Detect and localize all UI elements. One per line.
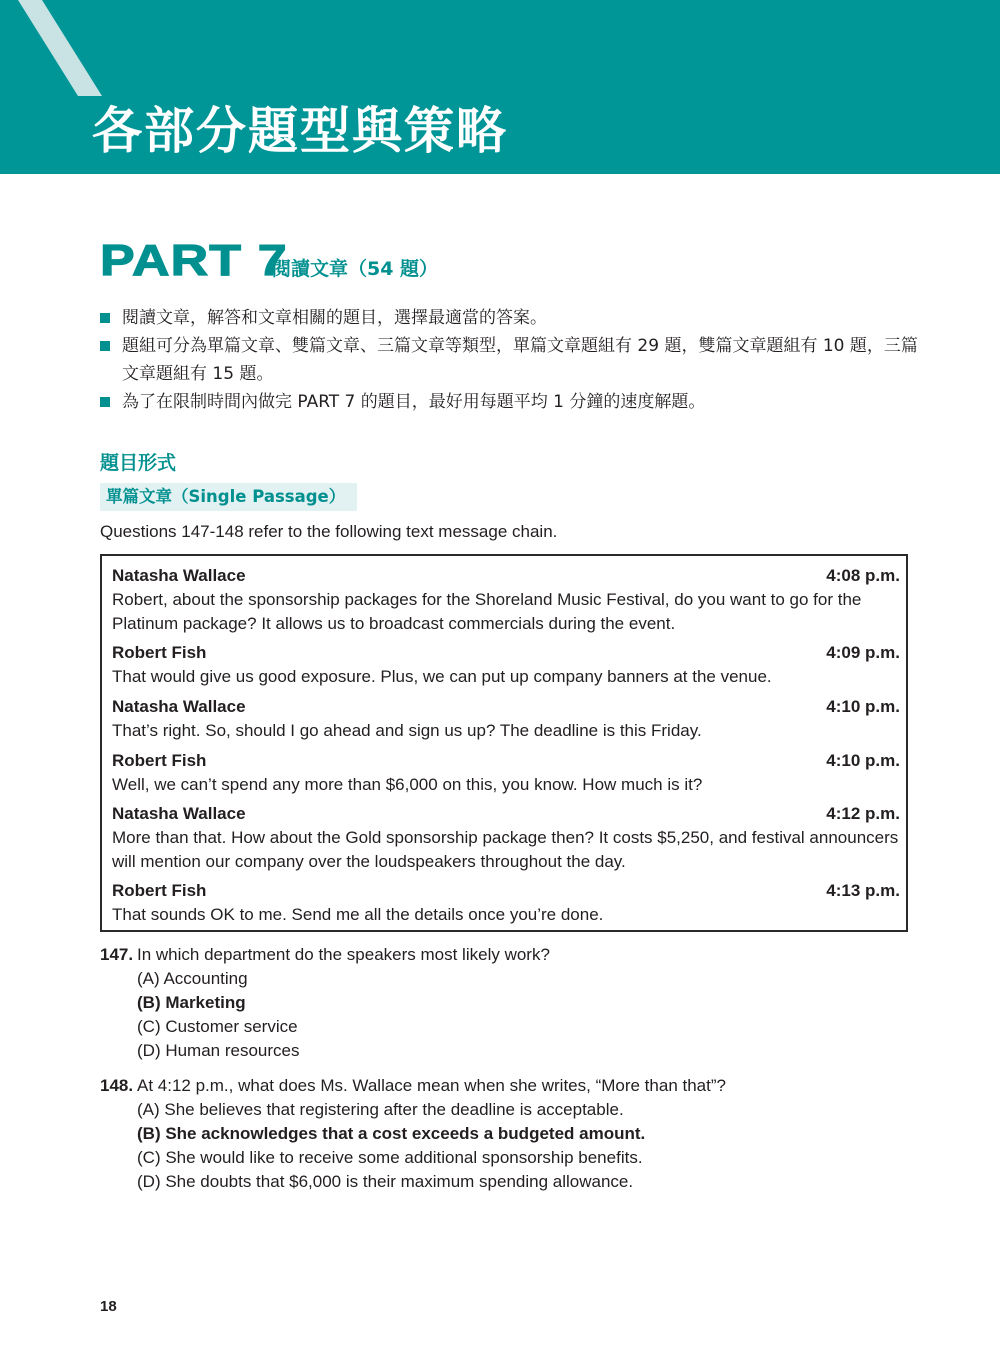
part-subtitle: 閱讀文章（54 題） <box>272 258 439 280</box>
message-text: That sounds OK to me. Send me all the details once you’re done. <box>112 905 604 924</box>
chat-message <box>112 802 900 874</box>
message-time: 4:09 p.m. <box>826 643 900 662</box>
message-text: That would give us good exposure. Plus, we can put up company banners at the venue. <box>112 667 772 686</box>
chat-message <box>112 564 900 636</box>
answer-option: (D) Human resources <box>137 1041 300 1060</box>
part-heading <box>100 236 438 286</box>
part-label: PART 7 <box>100 236 288 285</box>
question-number: 148. <box>100 1076 134 1095</box>
page-number: 18 <box>100 1298 117 1315</box>
passage-type-label: 單篇文章（Single Passage） <box>100 483 357 511</box>
answer-option: (A) Accounting <box>137 969 248 988</box>
text-message-chain <box>100 554 908 932</box>
sender-name: Natasha Wallace <box>112 804 246 823</box>
question-148 <box>100 1074 726 1194</box>
message-text: Well, we can’t spend any more than $6,000 on this, you know. How much is it? <box>112 775 703 794</box>
message-text: Robert, about the sponsorship packages for the Shoreland Music Festival, do you want to go for the Platinum package? It allows us to broadcast commercials during the event. <box>112 590 862 633</box>
message-time: 4:10 p.m. <box>826 697 900 716</box>
section-title: 題目形式 <box>100 452 177 474</box>
chapter-header-band <box>0 0 1000 174</box>
answer-option: (C) She would like to receive some additional sponsorship benefits. <box>137 1148 643 1167</box>
chapter-title: 各部分題型與策略 <box>92 102 508 160</box>
message-time: 4:08 p.m. <box>826 566 900 585</box>
message-text: That’s right. So, should I go ahead and sign us up? The deadline is this Friday. <box>112 721 702 740</box>
answer-option-correct: (B) She acknowledges that a cost exceeds a budgeted amount. <box>137 1124 646 1143</box>
bullet-item: 題組可分為單篇文章、雙篇文章、三篇文章等類型，單篇文章題組有 29 題，雙篇文章題組有 10 題，三篇文章題組有 15 題。 <box>100 332 920 388</box>
message-time: 4:10 p.m. <box>826 751 900 770</box>
message-time: 4:12 p.m. <box>826 804 900 823</box>
message-text: More than that. How about the Gold sponsorship package then? It costs $5,250, and festival announcers will mention our company over the loudspeakers throughout the day. <box>112 828 899 871</box>
chat-message <box>112 641 900 689</box>
question-147 <box>100 943 550 1063</box>
sender-name: Robert Fish <box>112 881 207 900</box>
chat-message <box>112 879 900 927</box>
sender-name: Natasha Wallace <box>112 566 246 585</box>
question-number: 147. <box>100 945 134 964</box>
sender-name: Robert Fish <box>112 643 207 662</box>
answer-option: (A) She believes that registering after the deadline is acceptable. <box>137 1100 624 1119</box>
chat-message <box>112 749 900 797</box>
question-text: In which department do the speakers most likely work? <box>137 945 550 964</box>
overview-bullets <box>100 304 920 416</box>
bullet-item: 閱讀文章，解答和文章相關的題目，選擇最適當的答案。 <box>100 304 920 332</box>
question-text: At 4:12 p.m., what does Ms. Wallace mean when she writes, “More than that”? <box>137 1076 726 1095</box>
square-bullet-icon <box>100 341 110 351</box>
square-bullet-icon <box>100 313 110 323</box>
message-time: 4:13 p.m. <box>826 881 900 900</box>
chat-message <box>112 695 900 743</box>
square-bullet-icon <box>100 397 110 407</box>
answer-option-correct: (B) Marketing <box>137 993 246 1012</box>
answer-option: (D) She doubts that $6,000 is their maximum spending allowance. <box>137 1172 634 1191</box>
answer-option: (C) Customer service <box>137 1017 298 1036</box>
bullet-item: 為了在限制時間內做完 PART 7 的題目，最好用每題平均 1 分鐘的速度解題。 <box>100 388 920 416</box>
questions-intro: Questions 147-148 refer to the following text message chain. <box>100 522 558 541</box>
sender-name: Robert Fish <box>112 751 207 770</box>
sender-name: Natasha Wallace <box>112 697 246 716</box>
